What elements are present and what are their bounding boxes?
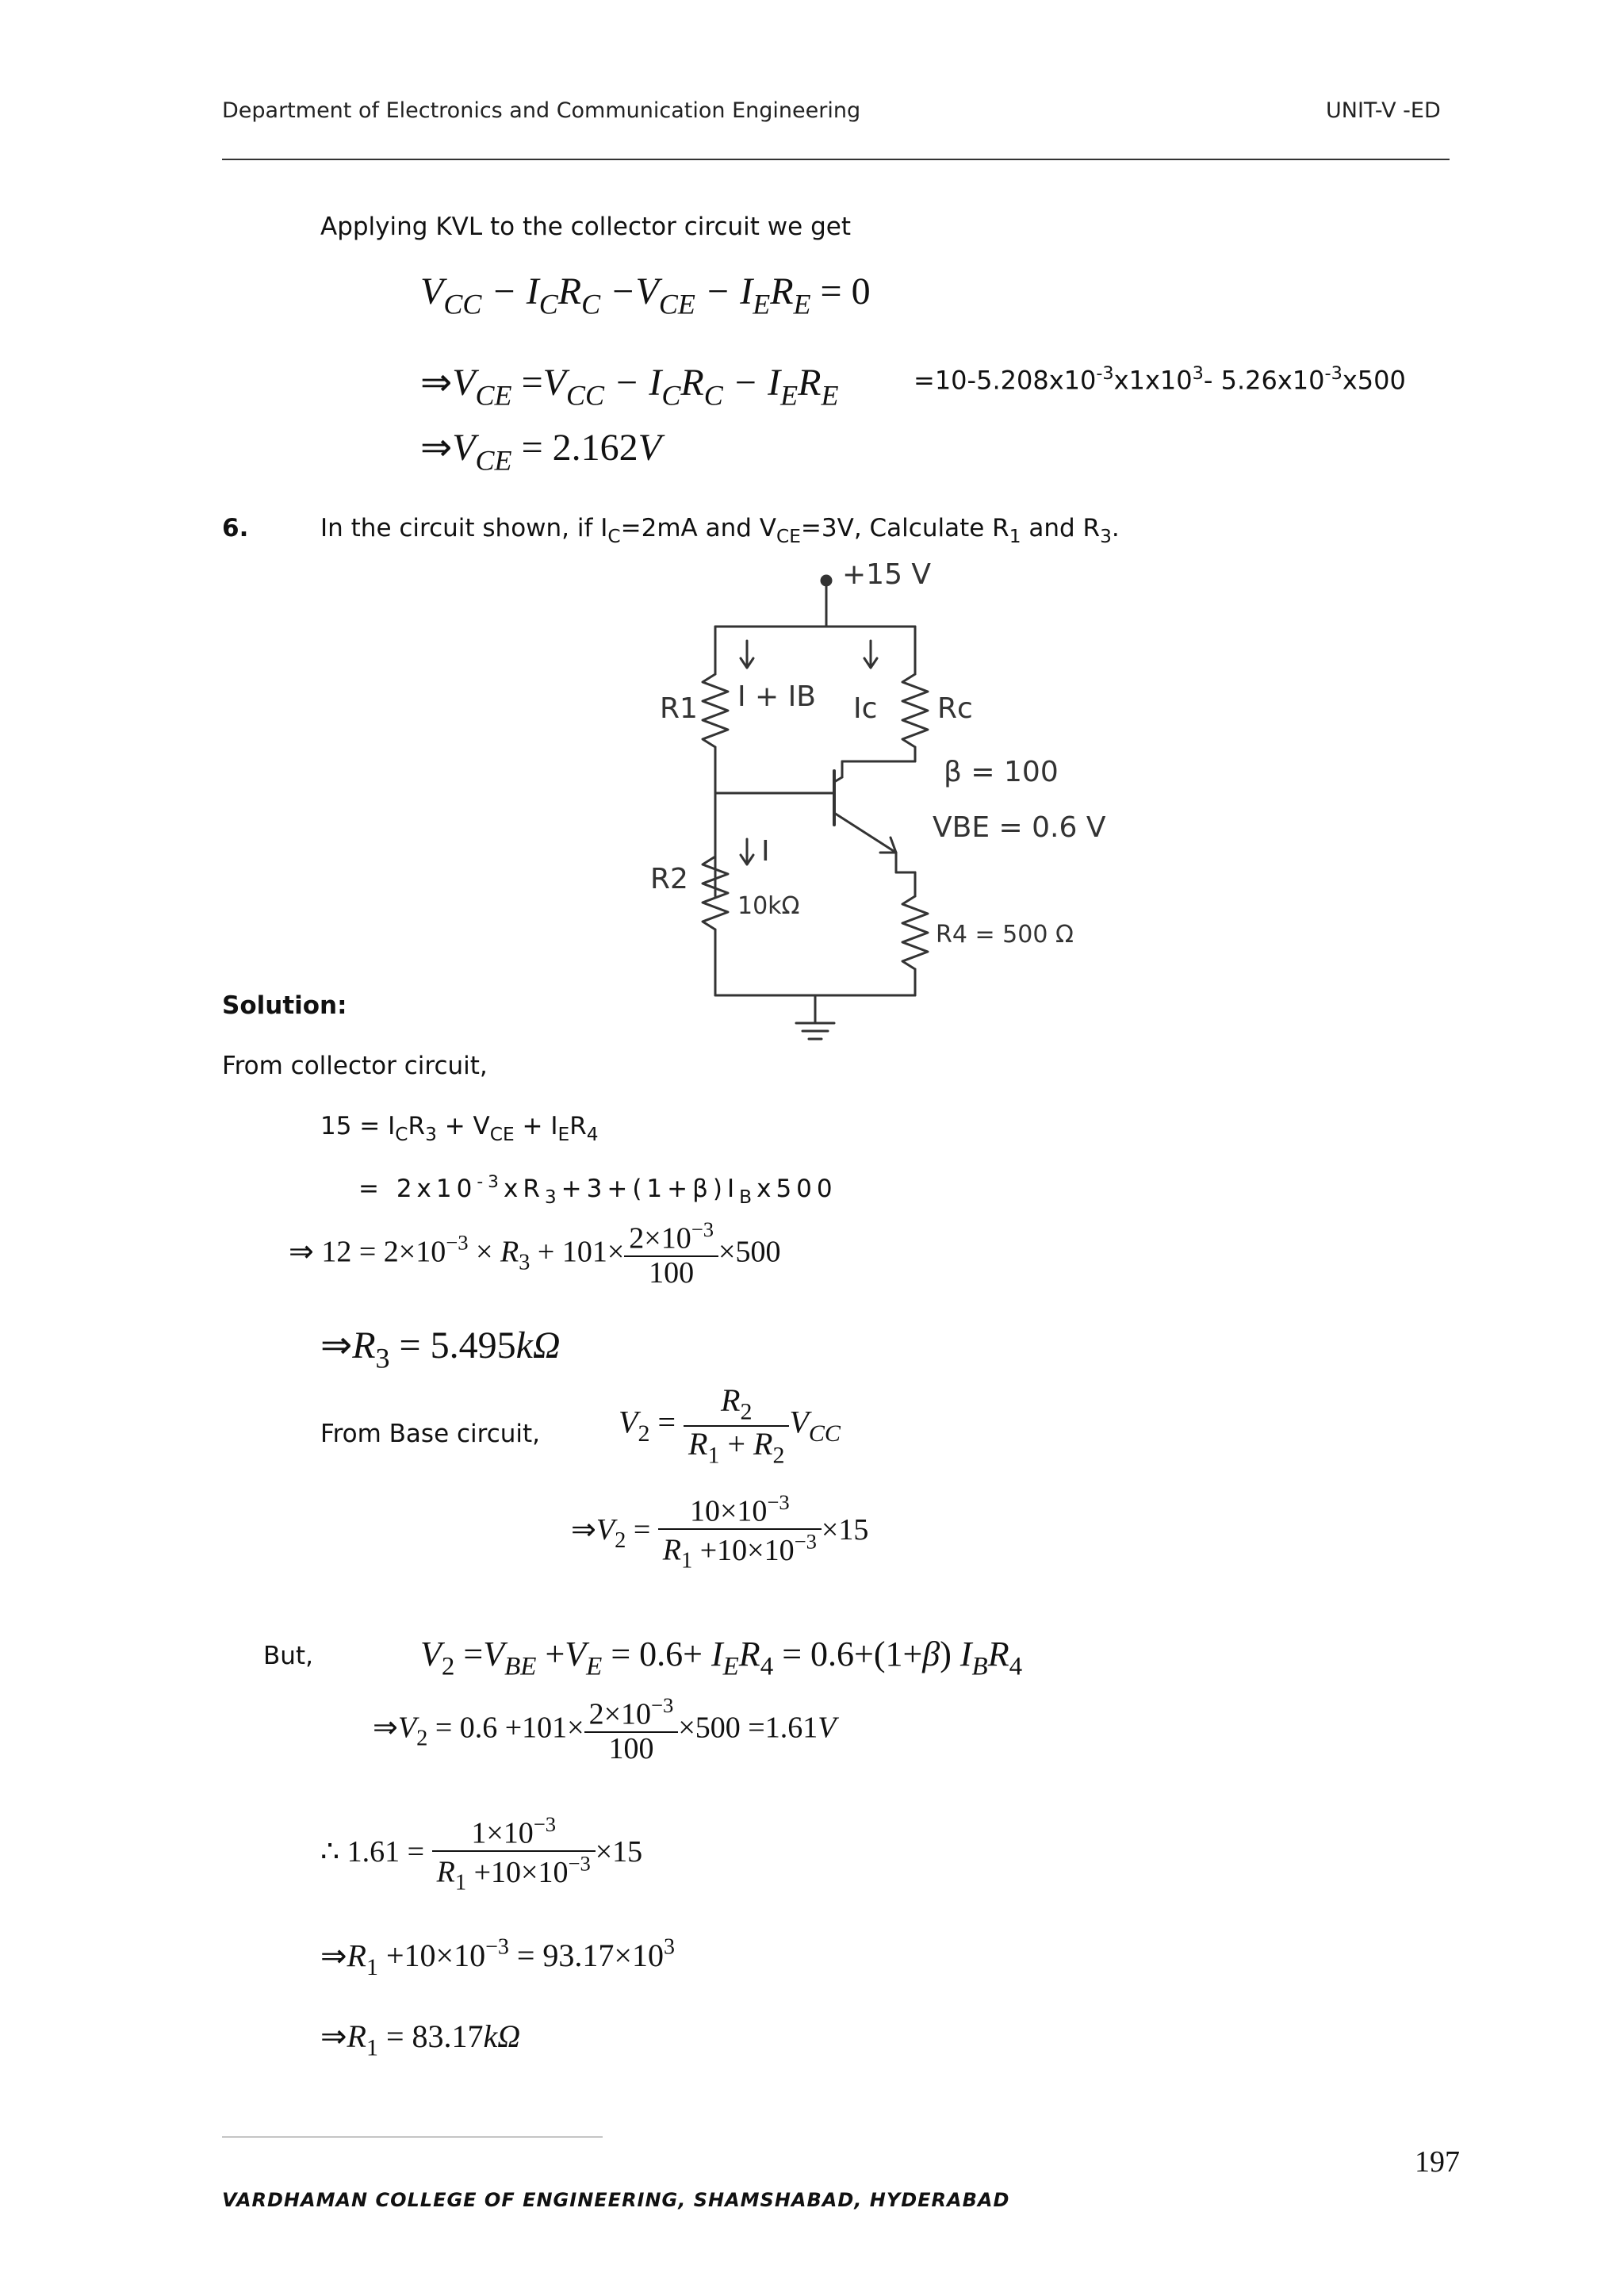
header-department: Department of Electronics and Communication Engineering xyxy=(222,98,861,123)
base-equation-4: $\Rightarrow V_2 = 0.6 +101\times$ $\frac{2\times 10^{-3}}{100}$ ×500 =1.61V xyxy=(373,1693,837,1766)
circuit-diagram xyxy=(619,555,1142,1071)
footer-college-name: VARDHAMAN COLLEGE OF ENGINEERING, SHAMSHABAD, HYDERABAD xyxy=(222,2189,1010,2211)
r4-value-label: R4 = 500 Ω xyxy=(936,921,1074,949)
kvl-equation-2: $\Rightarrow V_{CE} =V_{CC} - I_CR_C - I_ER_E$ xyxy=(420,362,839,412)
kvl-equation-1: $V_{CC} - I_CR_C -V_{CE} - I_ER_E = 0$ xyxy=(420,270,871,320)
rc-resistor xyxy=(902,674,928,747)
r4-resistor xyxy=(902,896,928,969)
r1-label: R1 xyxy=(660,692,698,725)
base-equation-6: $\Rightarrow R_1 +10\times 10^{-3} = 93.17\times 10^3$ xyxy=(320,1935,675,1980)
r2-label: R2 xyxy=(650,863,688,895)
but-label: But, xyxy=(263,1642,313,1670)
collector-intro: From collector circuit, xyxy=(222,1052,488,1080)
supply-terminal xyxy=(822,576,831,585)
current-ic-label: Ic xyxy=(853,692,878,725)
supply-label: +15 V xyxy=(842,558,932,591)
base-equation-2: $\Rightarrow V_2$ = $\frac{10\times 10^{-3}}{R_1 +10\times 10^{-3}}$ ×15 xyxy=(571,1490,869,1574)
rc-label: Rc xyxy=(937,692,973,725)
kvl-equation-3: $\Rightarrow V_{CE} = 2.162V$ xyxy=(420,427,661,477)
collector-equation-3: ⇒ $12 = 2\times 10^{-3} \times R_3 + 101\times$ $\frac{2\times 10^{-3}}{100}$ ×500 xyxy=(289,1217,781,1290)
current-i-label: I xyxy=(761,835,770,868)
page-number: 197 xyxy=(1415,2145,1460,2179)
collector-equation-4: $\Rightarrow R_3 = 5.495k\Omega$ xyxy=(320,1324,561,1374)
vbe-label: VBE = 0.6 V xyxy=(933,811,1106,844)
base-equation-5: ∴ 1.61 = $\frac{1\times 10^{-3}}{R_1 +10\times 10^{-3}}$ ×15 xyxy=(320,1812,643,1896)
transistor-emitter xyxy=(834,813,896,853)
header-rule xyxy=(222,159,1450,160)
collector-equation-1: $15 = I_CR_3 + V_{CE} + I_ER_4$ xyxy=(320,1112,599,1146)
r1-resistor xyxy=(703,674,728,747)
question-text: In the circuit shown, if $I_C=2mA$ and $V_{CE}=3V$, Calculate $R_1$ and $R_3$. xyxy=(320,514,1120,548)
kvl-intro: Applying KVL to the collector circuit we get xyxy=(320,213,851,241)
base-equation-1: $V_2$ = $\frac{R_2}{R_1 + R_2}$ $V_{CC}$ xyxy=(619,1382,841,1468)
base-intro: From Base circuit, xyxy=(320,1420,541,1448)
kvl-equation-2-numeric: $=10-5.208x10^{-3}x1x10^3-$ $5.26x10^{-3}x500$ xyxy=(914,363,1406,396)
current-i-plus-ib-label: I + IB xyxy=(737,680,816,713)
question-number: 6. xyxy=(222,514,249,542)
collector-equation-2: = $2x10^{-3}xR_3+3+(1+\beta)I_Bx500$ xyxy=(358,1172,837,1209)
header-unit: UNIT-V -ED xyxy=(1326,98,1441,123)
beta-label: β = 100 xyxy=(944,756,1059,788)
r2-value-label: 10kΩ xyxy=(737,892,800,920)
base-equation-7: $\Rightarrow R_1 = 83.17k\Omega$ xyxy=(320,2018,521,2061)
base-equation-3: $V_2 =V_{BE} +V_E = 0.6+ I_ER_4 = 0.6+(1+\beta)$ $I_BR_4$ xyxy=(420,1635,1023,1681)
solution-heading: Solution: xyxy=(222,991,347,1020)
